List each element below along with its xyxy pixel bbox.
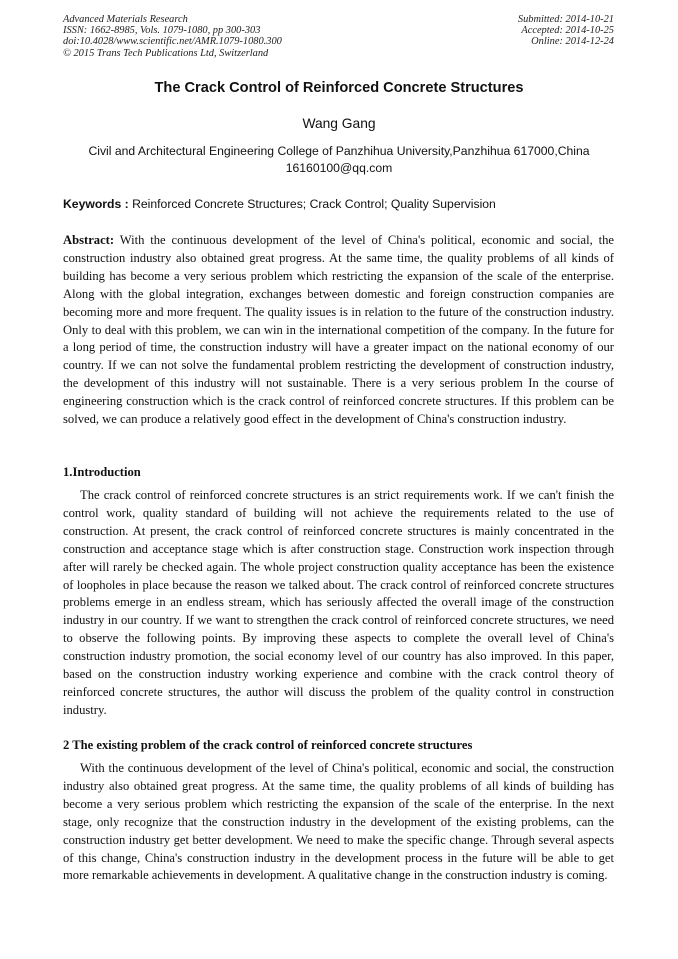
- journal-name: Advanced Materials Research: [63, 14, 188, 25]
- keywords: [63, 196, 623, 212]
- dates-info: [518, 14, 614, 48]
- author-email[interactable]: 16160100@qq.com: [285, 161, 393, 175]
- doi-line[interactable]: doi:10.4028/www.scientific.net/AMR.1079-1080.300: [63, 36, 282, 48]
- keywords-text: Reinforced Concrete Structures; Crack Control; Quality Supervision: [128, 197, 496, 211]
- accepted-date: Accepted: 2014-10-25: [521, 25, 614, 37]
- author-name: Wang Gang: [302, 116, 376, 131]
- affiliation: Civil and Architectural Engineering College of Panzhihua University,Panzhihua 617000,China: [88, 144, 590, 158]
- abstract-label: Abstract:: [63, 233, 115, 247]
- paper-title: The Crack Control of Reinforced Concrete Structures: [154, 80, 524, 96]
- section-heading-introduction: 1.Introduction: [63, 465, 141, 479]
- section-heading-existing-problem: 2 The existing problem of the crack control of reinforced concrete structures: [63, 738, 473, 752]
- online-date: Online: 2014-12-24: [531, 36, 614, 48]
- introduction-paragraph: The crack control of reinforced concrete structures is an strict requirements work. If we can't finish the control work, quality standard of building will not achieve the requirements related to the use of construction. At present, the crack control of reinforced concrete structures is mainly concentrated in the construction and acceptance stage which is after construction stage. Construction work inspection through after will rarely be checked again. The whole project construction quality acceptance has been the existence of loopholes in place because the reason we talked about. The crack control of reinforced concrete structures problems emerge in an endless stream, which has seriously affected the overall image of the construction industry in our country. If we want to strengthen the crack control of reinforced concrete structures, we need to observe the following points. By improving these aspects to complete the overall level of China's construction industry promotion, the social economy level of our country has also improved. In this paper, based on the construction industry working experience and combine with the crack control theory of reinforced concrete structures, the author will discuss the problem of the quality control in construction industry.: [63, 488, 614, 717]
- keywords-label: Keywords :: [63, 197, 129, 211]
- copyright-line: © 2015 Trans Tech Publications Ltd, Switzerland: [63, 47, 269, 59]
- affiliation-block: [0, 143, 678, 177]
- submitted-date: Submitted: 2014-10-21: [517, 14, 614, 25]
- journal-info: [63, 14, 282, 59]
- abstract-text: With the continuous development of the level of China's political, economic and social, the construction industry also obtained great progress. At the same time, the quality problems of all kinds of building has become a very serious problem which restricting the expansion of the scale of the enterprise. Along with the global integration, exchanges between domestic and foreign construction companies are becoming more and more frequent. The quality issues is in relation to the future of the construction industry. Only to deal with this problem, we can win in the international competition of the company. In the future for a long period of time, the construction industry will have a greater impact on the national economy of our country. If we can not solve the fundamental problem restricting the development of construction industry, the development of this industry will not sustainable. There is a very serious problem In the course of engineering construction which is the crack control of reinforced concrete structures. If this problem can be solved, we can produce a relatively good effect in the development of China's construction industry.: [63, 233, 614, 427]
- abstract: [63, 232, 614, 429]
- existing-problem-paragraph: With the continuous development of the level of China's political, economic and social, the construction industry also obtained great progress. At the same time, the quality problems of all kinds of building has become a very serious problem which restricting the expansion of the scale of the enterprise. In the next stage, only recognize that the construction industry in the development of the existing problems, can the construction industry get better development. We need to make the specific change. Through several aspects of this change, China's construction industry in the development process in the future will be able to get more remarkable achievements in development. A qualitative change in the construction industry is coming.: [63, 761, 614, 883]
- issn-line: ISSN: 1662-8985, Vols. 1079-1080, pp 300-303: [63, 25, 261, 37]
